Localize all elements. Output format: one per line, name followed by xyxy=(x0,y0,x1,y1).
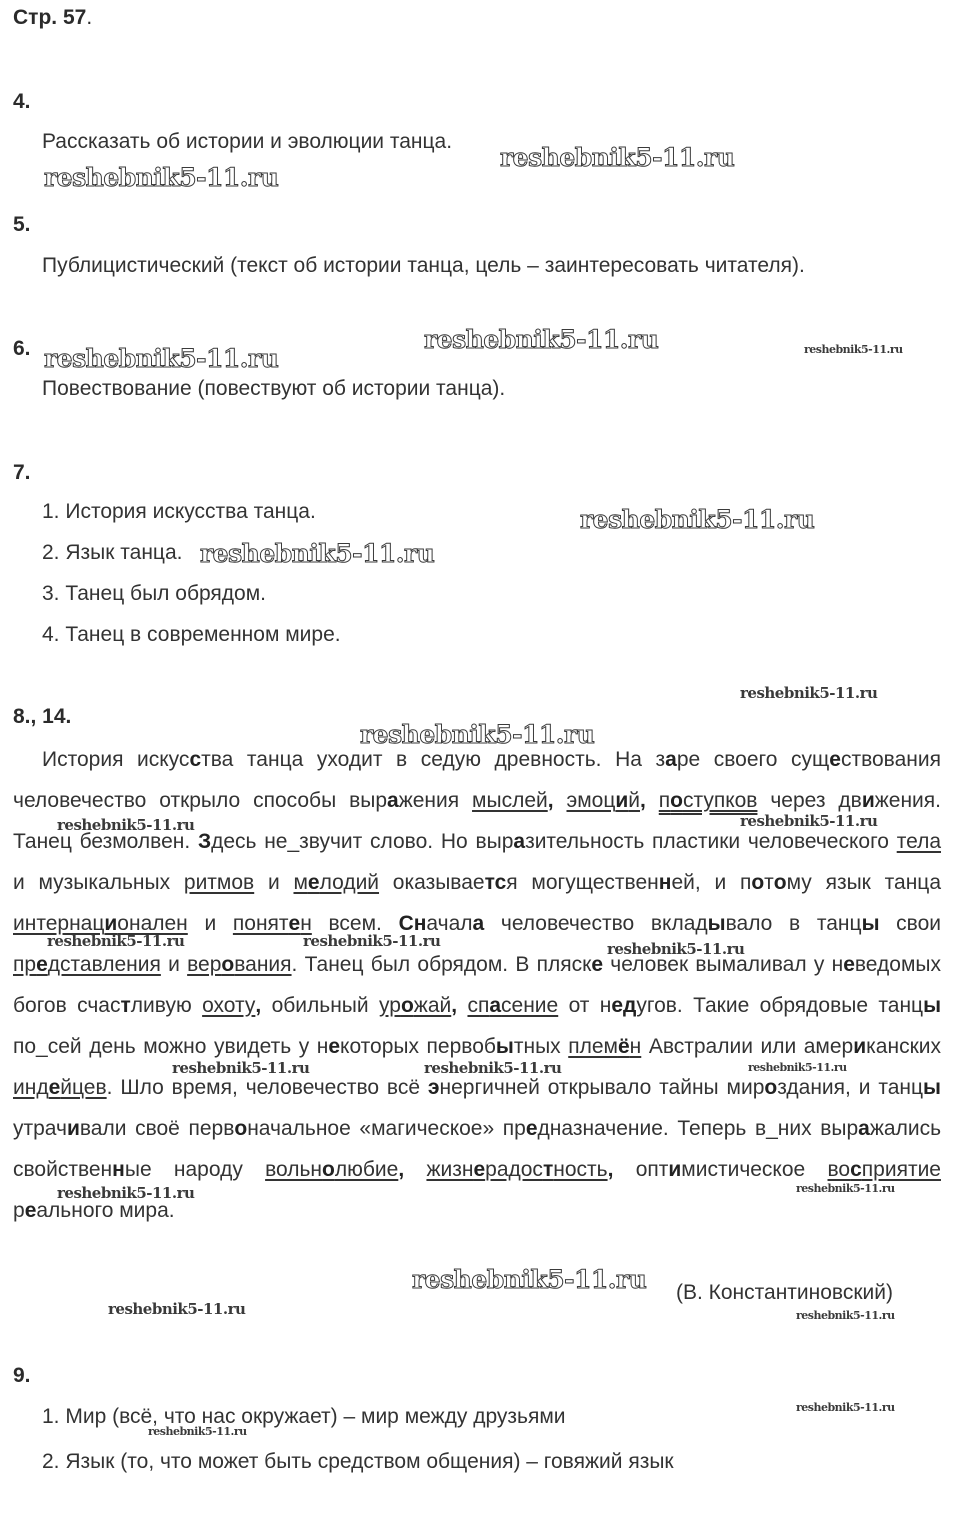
page-header: Стр. 57. xyxy=(13,6,93,29)
watermark: reshebnik5-11.ru xyxy=(796,1182,895,1195)
watermark: reshebnik5-11.ru xyxy=(360,720,595,749)
watermark: reshebnik5-11.ru xyxy=(748,1061,847,1074)
watermark: reshebnik5-11.ru xyxy=(412,1265,647,1294)
watermark: reshebnik5-11.ru xyxy=(47,932,185,950)
task-9-item: 2. Язык (то, что может быть средством общения) – говяжий язык xyxy=(42,1450,674,1473)
task-8-number: 8., 14. xyxy=(13,705,72,728)
watermark: reshebnik5-11.ru xyxy=(500,143,735,172)
watermark: reshebnik5-11.ru xyxy=(57,816,195,834)
task-7-number: 7. xyxy=(13,461,31,484)
watermark: reshebnik5-11.ru xyxy=(740,812,878,830)
watermark: reshebnik5-11.ru xyxy=(200,539,435,568)
watermark: reshebnik5-11.ru xyxy=(740,684,878,702)
task-5-number: 5. xyxy=(13,213,31,236)
task-7-item: 4. Танец в современном мире. xyxy=(42,623,341,646)
watermark: reshebnik5-11.ru xyxy=(172,1059,310,1077)
task-9-number: 9. xyxy=(13,1364,31,1387)
task-6-answer: Повествование (повествуют об истории танца). xyxy=(42,377,506,400)
task-8-text: История искусства танца уходит в седую древность. На заре своего существования человечество открыло способы выражения мыслей, эмоций, поступков через движения. Танец безмолвен. Здесь не_звучит слово. Но выразительность пластики человеческого тела и музыкальных ритмов и мелодий оказывается могущественней, и потому язык танца интернационален и понятен всем. Сначала человечество вкладывало в танцы свои представления и верования. Танец был обрядом. В пляске человек вымаливал у неведомых богов счастливую охоту, обильный урожай, спасение от недугов. Такие обрядовые танцы по_сей день можно увидеть у некоторых первобытных племён Австралии или американских индейцев. Шло время, человечество всё энергичней открывало тайны мироздания, и танцы утрачивали своё первоначальное «магическое» предназначение. Теперь в_них выражались свойственные народу вольнолюбие, жизнерадостность, оптимистическое восприятие реального мира. xyxy=(13,748,942,1222)
task-9-item: 1. Мир (всё, что нас окружает) – мир между друзьями xyxy=(42,1405,566,1428)
task-7-item: 1. История искусства танца. xyxy=(42,500,316,523)
watermark: reshebnik5-11.ru xyxy=(424,1059,562,1077)
watermark: reshebnik5-11.ru xyxy=(580,505,815,534)
watermark: reshebnik5-11.ru xyxy=(796,1309,895,1322)
task-6-number: 6. xyxy=(13,337,31,360)
watermark: reshebnik5-11.ru xyxy=(796,1401,895,1414)
author-signature: (В. Константиновский) xyxy=(675,1281,893,1304)
watermark: reshebnik5-11.ru xyxy=(303,932,441,950)
watermark: reshebnik5-11.ru xyxy=(148,1425,247,1438)
task-7-item: 2. Язык танца. xyxy=(42,541,183,564)
task-7-item: 3. Танец был обрядом. xyxy=(42,582,266,605)
task-4-number: 4. xyxy=(13,90,31,113)
watermark: reshebnik5-11.ru xyxy=(44,344,279,373)
watermark: reshebnik5-11.ru xyxy=(44,163,279,192)
watermark: reshebnik5-11.ru xyxy=(804,343,903,356)
watermark: reshebnik5-11.ru xyxy=(607,940,745,958)
watermark: reshebnik5-11.ru xyxy=(424,325,659,354)
watermark: reshebnik5-11.ru xyxy=(108,1300,246,1318)
task-5-answer: Публицистический (текст об истории танца, цель – заинтересовать читателя). xyxy=(42,254,805,277)
task-4-answer: Рассказать об истории и эволюции танца. xyxy=(42,130,453,153)
watermark: reshebnik5-11.ru xyxy=(57,1184,195,1202)
